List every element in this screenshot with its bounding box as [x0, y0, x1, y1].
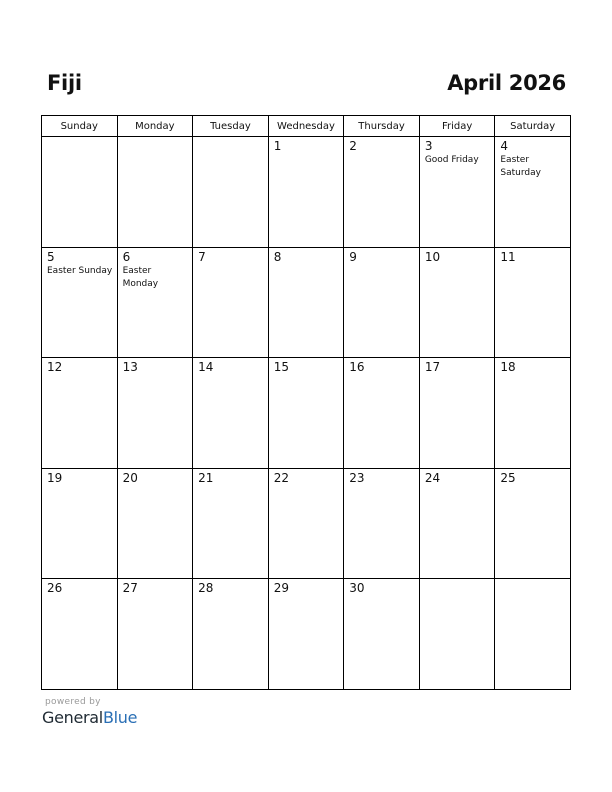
day-cell — [193, 468, 269, 579]
week-row — [42, 468, 571, 579]
holiday-label — [42, 485, 117, 486]
day-number: 2 — [349, 139, 357, 153]
day-cell — [495, 247, 571, 358]
day-cell — [42, 137, 118, 248]
day-cell — [344, 468, 420, 579]
day-cell — [117, 579, 193, 690]
day-cell — [42, 247, 118, 358]
day-cell — [117, 137, 193, 248]
holiday-label — [118, 374, 193, 375]
holiday-label — [344, 153, 419, 154]
holiday-label — [269, 485, 344, 486]
day-number: 17 — [424, 360, 441, 375]
day-number: 14 — [198, 360, 214, 375]
day-cell — [117, 247, 193, 358]
day-cell — [495, 579, 571, 690]
holiday-label: Easter Sunday — [47, 265, 113, 276]
calendar-grid — [41, 115, 571, 690]
day-cell — [344, 579, 420, 690]
holiday-label: Good Friday — [424, 155, 479, 165]
holiday-label — [269, 595, 344, 596]
day-number: 28 — [198, 581, 214, 596]
holiday-label — [193, 595, 268, 596]
holiday-label — [344, 374, 419, 375]
day-cell — [419, 468, 495, 579]
day-number: 9 — [349, 249, 357, 264]
day-cell — [193, 579, 269, 690]
day-number: 5 — [47, 249, 55, 264]
day-cell — [268, 137, 344, 248]
day-number: 15 — [273, 360, 289, 375]
day-cell — [42, 579, 118, 690]
weekday-header: Thursday — [344, 116, 420, 137]
holiday-label — [344, 485, 419, 486]
day-number: 21 — [198, 470, 214, 485]
holiday-label: Easter Saturday — [500, 155, 541, 178]
holiday-label — [269, 153, 344, 154]
day-cell — [344, 137, 420, 248]
day-number: 16 — [349, 360, 365, 375]
day-number: 18 — [500, 360, 516, 375]
day-number: 3 — [424, 139, 433, 153]
day-number: 1 — [273, 139, 282, 153]
day-cell — [193, 358, 269, 469]
holiday-label — [495, 374, 570, 375]
day-number: 8 — [273, 249, 282, 264]
weekday-header: Tuesday — [193, 116, 269, 137]
day-number: 10 — [424, 249, 441, 264]
day-number: 22 — [273, 470, 289, 485]
day-cell — [268, 358, 344, 469]
weekday-header: Sunday — [42, 116, 118, 137]
country-title: Fiji — [47, 71, 82, 95]
holiday-label: Easter Monday — [122, 265, 159, 289]
day-cell — [419, 358, 495, 469]
day-cell — [344, 247, 420, 358]
day-cell — [193, 137, 269, 248]
day-cell — [419, 579, 495, 690]
weekday-header: Wednesday — [268, 116, 344, 137]
day-cell — [495, 468, 571, 579]
day-number: 25 — [500, 470, 516, 485]
day-cell — [268, 579, 344, 690]
holiday-label — [118, 140, 193, 141]
holiday-label — [42, 374, 117, 375]
day-cell — [117, 468, 193, 579]
holiday-label — [495, 264, 570, 265]
day-cell — [117, 358, 193, 469]
day-number: 6 — [122, 249, 131, 264]
day-number: 4 — [500, 139, 509, 153]
day-number: 7 — [198, 249, 206, 264]
weekday-header-row — [42, 116, 571, 137]
day-cell — [344, 358, 420, 469]
day-number: 29 — [273, 581, 289, 596]
brand-name-part2: Blue — [102, 708, 138, 727]
weekday-header: Monday — [117, 116, 193, 137]
holiday-label — [269, 264, 344, 265]
holiday-label — [495, 485, 570, 486]
holiday-label — [420, 485, 495, 486]
day-number: 30 — [349, 581, 365, 596]
week-row — [42, 358, 571, 469]
holiday-label — [269, 374, 344, 375]
holiday-label — [420, 264, 495, 265]
day-cell — [495, 358, 571, 469]
brand-logo — [42, 708, 137, 727]
brand-name-part1: General — [42, 708, 103, 727]
day-number: 12 — [47, 360, 63, 375]
day-cell — [42, 468, 118, 579]
holiday-label — [118, 485, 193, 486]
holiday-label — [42, 140, 117, 141]
holiday-label — [420, 374, 495, 375]
day-number: 20 — [122, 470, 138, 485]
day-number: 19 — [47, 470, 63, 485]
week-row — [42, 579, 571, 690]
weekday-header: Saturday — [495, 116, 571, 137]
month-title: April 2026 — [447, 71, 566, 95]
holiday-label — [495, 582, 570, 583]
day-cell — [193, 247, 269, 358]
day-cell — [268, 468, 344, 579]
holiday-label — [193, 140, 268, 141]
holiday-label — [118, 595, 193, 596]
day-number: 13 — [122, 360, 138, 375]
day-number: 11 — [500, 249, 516, 264]
powered-by-label: powered by — [45, 697, 101, 707]
holiday-label — [420, 582, 495, 583]
weekday-header: Friday — [419, 116, 495, 137]
holiday-label — [193, 264, 268, 265]
day-number: 24 — [424, 470, 441, 485]
day-cell — [495, 137, 571, 248]
holiday-label — [193, 485, 268, 486]
day-number: 23 — [349, 470, 365, 485]
day-number: 26 — [47, 581, 63, 596]
day-cell — [419, 137, 495, 248]
holiday-label — [344, 595, 419, 596]
week-row — [42, 137, 571, 248]
day-cell — [268, 247, 344, 358]
week-row — [42, 247, 571, 358]
holiday-label — [193, 374, 268, 375]
day-cell — [419, 247, 495, 358]
day-number: 27 — [122, 581, 138, 596]
holiday-label — [344, 264, 419, 265]
holiday-label — [42, 595, 117, 596]
day-cell — [42, 358, 118, 469]
